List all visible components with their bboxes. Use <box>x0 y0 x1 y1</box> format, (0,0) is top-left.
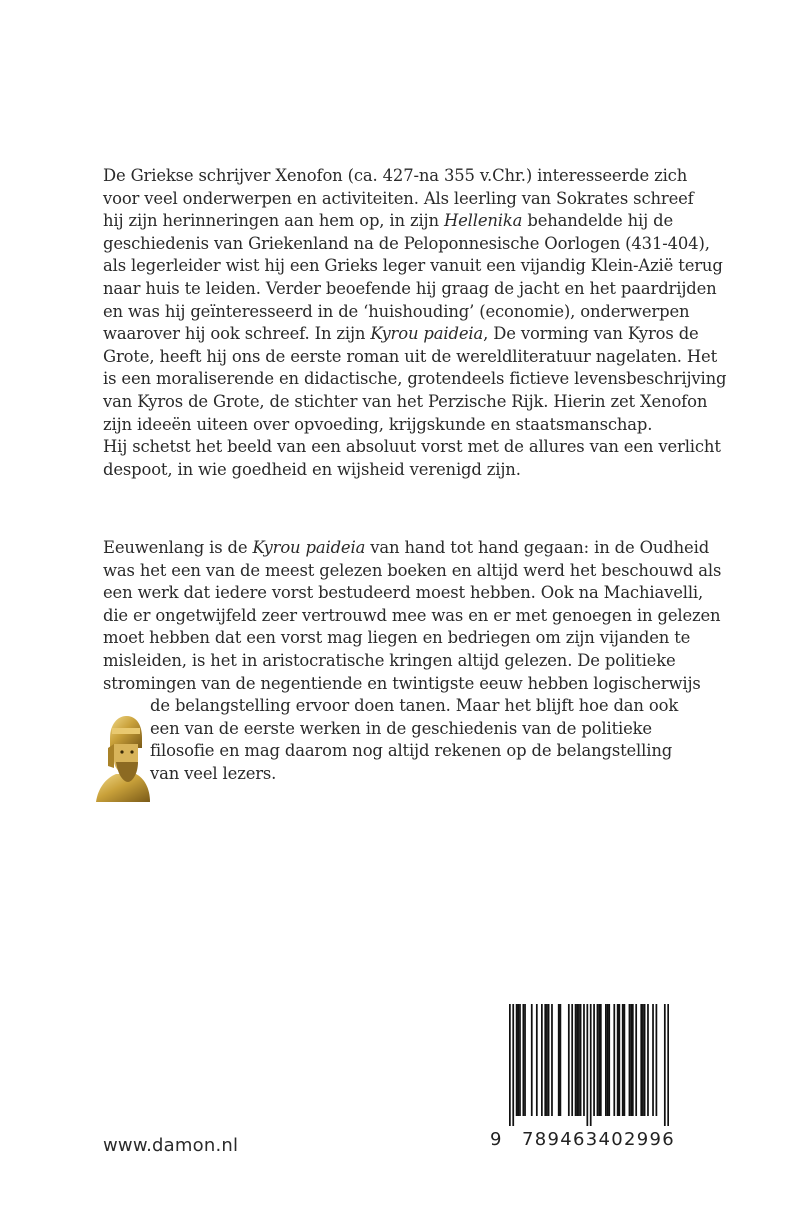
barcode-bar <box>590 1004 592 1126</box>
text-line <box>103 301 703 324</box>
barcode-bar <box>635 1004 637 1116</box>
barcode-bar <box>600 1004 602 1116</box>
text-line <box>103 368 727 391</box>
barcode-bar <box>593 1004 595 1116</box>
text-line <box>103 278 717 301</box>
barcode-bar <box>509 1004 511 1126</box>
barcode-bar <box>656 1004 658 1116</box>
text-run: despoot, in wie goedheid en wijsheid verenigd zijn. <box>103 459 521 479</box>
text-run: is een moraliserende en didactische, grotendeels fictieve levensbeschrijving <box>103 369 727 389</box>
barcode-bar <box>546 1004 548 1116</box>
barcode-bar <box>575 1004 577 1116</box>
barcode-bar <box>652 1004 654 1116</box>
barcode-bar <box>548 1004 550 1116</box>
text-run: was het een van de meest gelezen boeken en altijd werd het beschouwd als <box>103 560 722 580</box>
barcode-bar <box>597 1004 599 1116</box>
barcode-bar <box>517 1004 519 1116</box>
barcode-bar <box>642 1004 644 1116</box>
text-line <box>103 346 718 369</box>
isbn-first-digit: 9 <box>490 1129 502 1150</box>
barcode-bar <box>607 1004 609 1116</box>
barcode-icon <box>509 1004 669 1126</box>
text-line <box>103 459 703 482</box>
barcode-bar <box>512 1004 514 1126</box>
barcode-bar <box>605 1004 607 1116</box>
text-run: die er ongetwijfeld zeer vertrouwd mee was en er met genoegen in gelezen <box>103 605 721 625</box>
barcode-bar <box>618 1004 620 1116</box>
text-run: , De vorming van Kyros de <box>483 324 699 344</box>
barcode-bar <box>644 1004 646 1116</box>
text-run: van hand tot hand gegaan: in de Oudheid <box>365 538 710 557</box>
text-line <box>103 436 721 459</box>
text-run: een van de eerste werken in de geschiedenis van de politieke <box>150 718 652 738</box>
text-run: Grote, heeft hij ons de eerste roman uit de wereldliteratuur nagelaten. Het <box>103 346 718 366</box>
text-run: de belangstelling ervoor doen tanen. Maar het blijft hoe dan ook <box>150 696 679 716</box>
barcode-bar <box>630 1004 632 1116</box>
text-run: stromingen van de negentiende en twintigste eeuw hebben logischerwijs <box>103 673 701 693</box>
text-run: naar huis te leiden. Verder beoefende hij graag de jacht en het paardrijden <box>103 278 717 298</box>
text-line <box>103 188 703 211</box>
barcode-bar <box>516 1004 518 1116</box>
barcode-bar <box>598 1004 600 1116</box>
isbn-digits: 789463402996 <box>522 1129 676 1150</box>
text-run: als legerleider wist hij een Grieks leger vanuit een vijandig Klein-Azië terug <box>103 256 723 276</box>
barcode-bar <box>531 1004 533 1116</box>
text-line <box>103 605 721 628</box>
text-run: voor veel onderwerpen en activiteiten. Als leerling van Sokrates schreef <box>103 188 694 208</box>
barcode-bar <box>551 1004 553 1116</box>
text-run: De Griekse schrijver Xenofon (ca. 427-na 355 v.Chr.) interesseerde zich <box>103 166 688 185</box>
text-line <box>103 763 703 786</box>
barcode-bar <box>580 1004 582 1116</box>
description-paragraph-1 <box>103 165 727 481</box>
barcode-bar <box>617 1004 619 1116</box>
barcode-bar <box>558 1004 560 1116</box>
barcode-bar <box>522 1004 524 1116</box>
barcode-bar <box>667 1004 669 1126</box>
barcode-bar <box>583 1004 585 1116</box>
text-line <box>103 673 703 696</box>
text-line <box>103 627 703 650</box>
barcode-bar <box>622 1004 624 1116</box>
text-line <box>103 537 710 560</box>
text-run: filosofie en mag daarom nog altijd rekenen op de belangstelling <box>150 741 673 761</box>
book-title-italic: Hellenika <box>443 211 523 231</box>
barcode-bar <box>647 1004 649 1116</box>
book-title-italic: Kyrou paideia <box>370 324 484 344</box>
text-run: misleiden, is het in aristocratische kringen altijd gelezen. De politieke <box>103 650 676 670</box>
barcode-bar <box>560 1004 562 1116</box>
text-run: Hij schetst het beeld van een absoluut vorst met de allures van een verlicht <box>103 437 721 457</box>
text-run: Eeuwenlang is de <box>103 538 253 557</box>
barcode-bar <box>541 1004 543 1116</box>
barcode-bar <box>608 1004 610 1116</box>
text-line <box>103 414 703 437</box>
barcode-bar <box>544 1004 546 1116</box>
text-run: van Kyros de Grote, de stichter van het Perzische Rijk. Hierin zet Xenofon <box>103 391 708 411</box>
text-line <box>103 650 703 673</box>
publisher-website: www.damon.nl <box>103 1135 239 1156</box>
text-run: hij zijn herinneringen aan hem op, in zijn <box>103 211 444 231</box>
text-line <box>103 582 703 605</box>
text-line <box>103 233 710 256</box>
text-run: geschiedenis van Griekenland na de Peloponnesische Oorlogen (431-404), <box>103 233 710 253</box>
text-run: waarover hij ook schreef. In zijn <box>103 324 371 344</box>
text-line <box>103 391 708 414</box>
text-run: van veel lezers. <box>150 763 277 783</box>
book-title-italic: Kyrou paideia <box>252 538 366 557</box>
barcode-bar <box>664 1004 666 1126</box>
barcode-bar <box>624 1004 626 1116</box>
barcode-bar <box>613 1004 615 1116</box>
warrior-portrait-icon <box>96 708 150 802</box>
barcode-bar <box>519 1004 521 1116</box>
barcode-bar <box>576 1004 578 1116</box>
barcode-bar <box>571 1004 573 1116</box>
barcode-bar <box>578 1004 580 1116</box>
text-line <box>103 740 703 763</box>
barcode-bar <box>640 1004 642 1116</box>
text-run: moet hebben dat een vorst mag liegen en bedriegen om zijn vijanden te <box>103 628 691 648</box>
text-run: een werk dat iedere vorst bestudeerd moest hebben. Ook na Machiavelli, <box>103 583 704 603</box>
barcode-bar <box>632 1004 634 1116</box>
text-run: zijn ideeën uiteen over opvoeding, krijgskunde en staatsmanschap. <box>103 414 653 434</box>
barcode-bar <box>524 1004 526 1116</box>
text-line <box>103 255 723 278</box>
text-line <box>103 165 703 188</box>
barcode-bar <box>629 1004 631 1116</box>
description-paragraph-2 <box>103 537 722 786</box>
text-line <box>103 560 722 583</box>
barcode-bar <box>536 1004 538 1116</box>
text-run: behandelde hij de <box>522 211 674 231</box>
barcode-bar <box>568 1004 570 1116</box>
text-run: en was hij geïnteresseerd in de ‘huishouding’ (economie), onderwerpen <box>103 301 690 321</box>
barcode-bar <box>586 1004 588 1126</box>
text-line <box>103 210 703 233</box>
text-line <box>103 695 703 718</box>
text-line <box>103 718 703 741</box>
text-line <box>103 323 703 346</box>
